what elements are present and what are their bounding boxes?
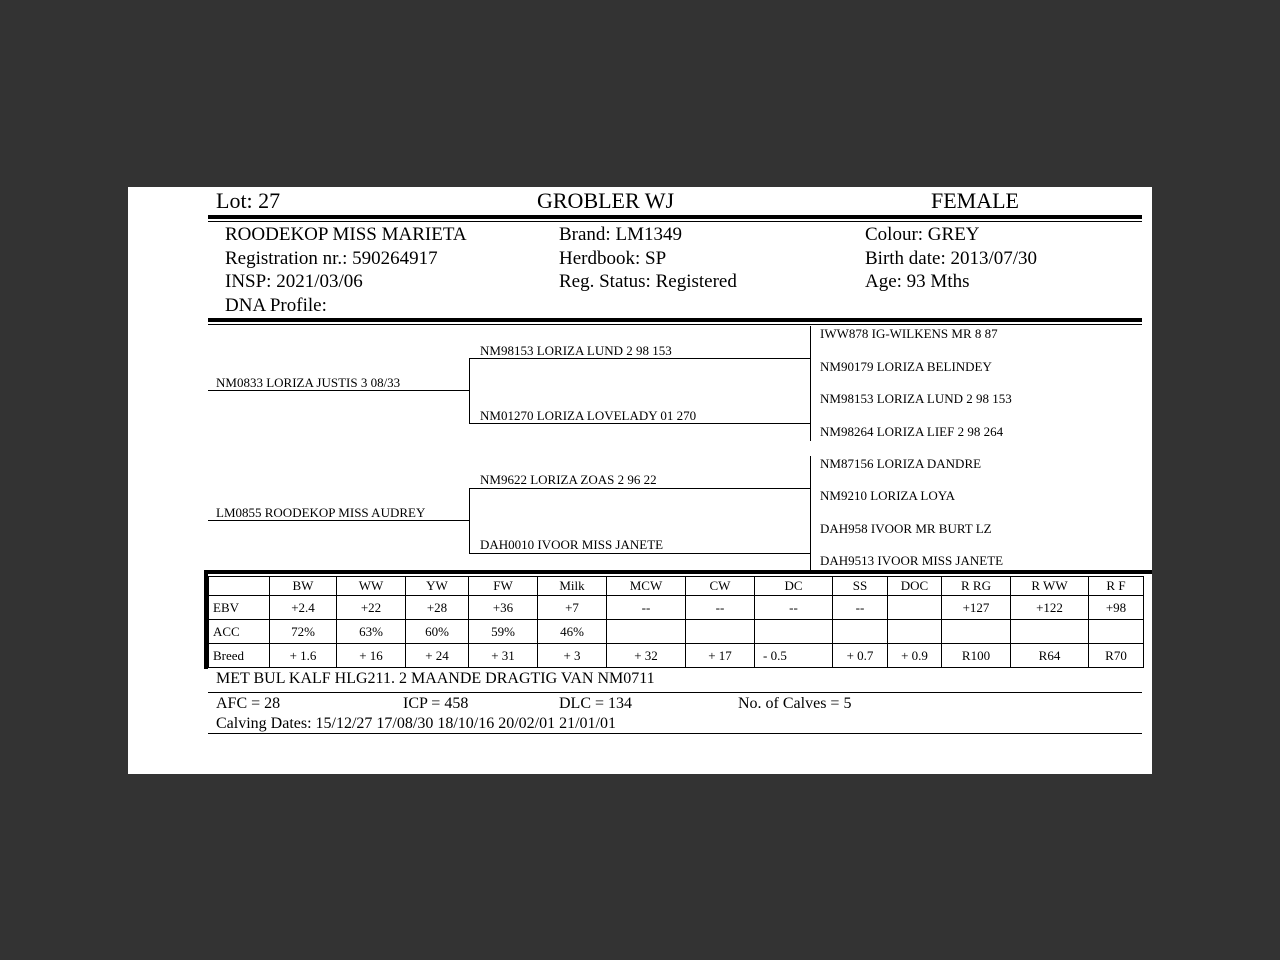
ebv-cell: R64: [1011, 644, 1089, 668]
ebv-cell: R70: [1089, 644, 1144, 668]
comment-divider: [208, 692, 1142, 693]
ebv-cell: + 3: [538, 644, 607, 668]
dam-line: [208, 520, 470, 521]
ebv-cell: + 0.9: [888, 644, 942, 668]
age: Age: 93 Mths: [865, 271, 970, 292]
gen3-ancestor: NM90179 LORIZA BELINDEY: [820, 359, 992, 374]
animal-info-left: [225, 223, 467, 317]
ebv-cell: 72%: [270, 620, 337, 644]
sire-bracket: [469, 358, 470, 424]
ebv-col-header: FW: [469, 577, 538, 596]
ebv-row-label: Breed: [209, 644, 270, 668]
gen3-ancestor: DAH958 IVOOR MR BURT LZ: [820, 521, 992, 536]
ebv-col-header: R WW: [1011, 577, 1089, 596]
acc-row: [209, 620, 1144, 644]
header-divider: [208, 215, 1142, 219]
ebv-col-header: CW: [686, 577, 755, 596]
animal-info-middle: [559, 223, 737, 294]
gen3-ancestor: IWW878 IG-WILKENS MR 8 87: [820, 326, 998, 341]
dam-dam: DAH0010 IVOOR MISS JANETE: [480, 537, 664, 552]
ebv-col-header: BW: [270, 577, 337, 596]
ebv-header-row: [209, 577, 1144, 596]
dlc: DLC = 134: [559, 695, 633, 712]
afc: AFC = 28: [216, 695, 281, 712]
ebv-col-header: R RG: [942, 577, 1011, 596]
gen3-ancestor: NM87156 LORIZA DANDRE: [820, 456, 982, 471]
footer-bottom-line: [208, 733, 1142, 734]
ebv-col-header: WW: [337, 577, 406, 596]
ebv-cell: [1011, 620, 1089, 644]
colour: Colour: GREY: [865, 224, 980, 245]
sire-dam: NM01270 LORIZA LOVELADY 01 270: [480, 408, 697, 423]
sire-line: [208, 390, 470, 391]
ebv-cell: [686, 620, 755, 644]
dam: LM0855 ROODEKOP MISS AUDREY: [216, 505, 426, 520]
ebv-cell: + 17: [686, 644, 755, 668]
no-of-calves: No. of Calves = 5: [738, 695, 852, 712]
icp: ICP = 458: [403, 695, 469, 712]
ebv-cell: + 31: [469, 644, 538, 668]
ebv-cell: [888, 596, 942, 620]
ebv-cell: --: [607, 596, 686, 620]
gen3-bracket-top: [810, 326, 811, 441]
info-divider-thin: [208, 324, 1142, 325]
ebv-cell: [833, 620, 888, 644]
gen3-ancestor: DAH9513 IVOOR MISS JANETE: [820, 553, 1004, 568]
ebv-cell: +127: [942, 596, 1011, 620]
sex-label: FEMALE: [931, 188, 1019, 213]
reg-status: Reg. Status: Registered: [559, 271, 737, 292]
ebv-cell: +7: [538, 596, 607, 620]
comment: MET BUL KALF HLG211. 2 MAANDE DRAGTIG VAN NM0711: [216, 670, 655, 687]
brand: Brand: LM1349: [559, 224, 682, 245]
ebv-cell: +122: [1011, 596, 1089, 620]
ebv-cell: --: [833, 596, 888, 620]
lot-number: Lot: 27: [216, 188, 281, 213]
sire-dam-line: [469, 423, 810, 424]
ebv-col-header: DOC: [888, 577, 942, 596]
ebv-cell: +22: [337, 596, 406, 620]
ebv-cell: +2.4: [270, 596, 337, 620]
dam-dam-line: [469, 553, 810, 554]
info-divider: [208, 318, 1142, 322]
gen3-ancestor: NM98264 LORIZA LIEF 2 98 264: [820, 424, 1004, 439]
dna-profile: DNA Profile:: [225, 294, 327, 316]
dam-sire: NM9622 LORIZA ZOAS 2 96 22: [480, 472, 657, 487]
ebv-cell: + 32: [607, 644, 686, 668]
ebv-col-header: SS: [833, 577, 888, 596]
ebv-cell: + 24: [406, 644, 469, 668]
ebv-row: [209, 596, 1144, 620]
calving-dates: Calving Dates: 15/12/27 17/08/30 18/10/16 20/02/01 21/01/01: [216, 715, 616, 732]
ebv-cell: 46%: [538, 620, 607, 644]
ebv-table: [208, 576, 1144, 668]
ebv-cell: [755, 620, 833, 644]
ebv-cell: 63%: [337, 620, 406, 644]
ebv-cell: 59%: [469, 620, 538, 644]
ebv-cell: --: [755, 596, 833, 620]
ebv-col-header: YW: [406, 577, 469, 596]
ebv-cell: + 1.6: [270, 644, 337, 668]
ebv-cell: +28: [406, 596, 469, 620]
ebv-col-header: MCW: [607, 577, 686, 596]
ebv-col-header: R F: [1089, 577, 1144, 596]
registration-number: Registration nr.: 590264917: [225, 247, 438, 269]
herdbook: Herdbook: SP: [559, 247, 667, 269]
ebv-cell: +98: [1089, 596, 1144, 620]
ebv-cell: [888, 620, 942, 644]
ebv-cell: - 0.5: [755, 644, 833, 668]
sire-sire-line: [469, 358, 810, 359]
breed-row: [209, 644, 1144, 668]
lot-card: [128, 187, 1152, 774]
sire-sire: NM98153 LORIZA LUND 2 98 153: [480, 343, 672, 358]
ebv-cell: --: [686, 596, 755, 620]
header-divider-thin: [208, 221, 1142, 222]
sire: NM0833 LORIZA JUSTIS 3 08/33: [216, 375, 401, 390]
ebv-col-header: Milk: [538, 577, 607, 596]
ebv-cell: + 0.7: [833, 644, 888, 668]
gen3-bracket-bottom: [810, 456, 811, 571]
birth-date: Birth date: 2013/07/30: [865, 247, 1038, 269]
dam-bracket: [469, 488, 470, 554]
ebv-row-label: EBV: [209, 596, 270, 620]
ebv-cell: [607, 620, 686, 644]
ebv-row-label: ACC: [209, 620, 270, 644]
gen3-ancestor: NM9210 LORIZA LOYA: [820, 488, 956, 503]
ebv-cell: +36: [469, 596, 538, 620]
ebv-cell: [942, 620, 1011, 644]
table-top-border: [204, 570, 1152, 574]
ebv-cell: R100: [942, 644, 1011, 668]
ebv-cell: [1089, 620, 1144, 644]
animal-info-right: [865, 223, 1037, 294]
ebv-cell: + 16: [337, 644, 406, 668]
ebv-col-header: [209, 577, 270, 596]
dam-sire-line: [469, 488, 810, 489]
ebv-col-header: DC: [755, 577, 833, 596]
ebv-cell: 60%: [406, 620, 469, 644]
gen3-ancestor: NM98153 LORIZA LUND 2 98 153: [820, 391, 1012, 406]
animal-name: ROODEKOP MISS MARIETA: [225, 224, 467, 245]
inspection-date: INSP: 2021/03/06: [225, 271, 363, 292]
owner-name: GROBLER WJ: [537, 188, 675, 213]
